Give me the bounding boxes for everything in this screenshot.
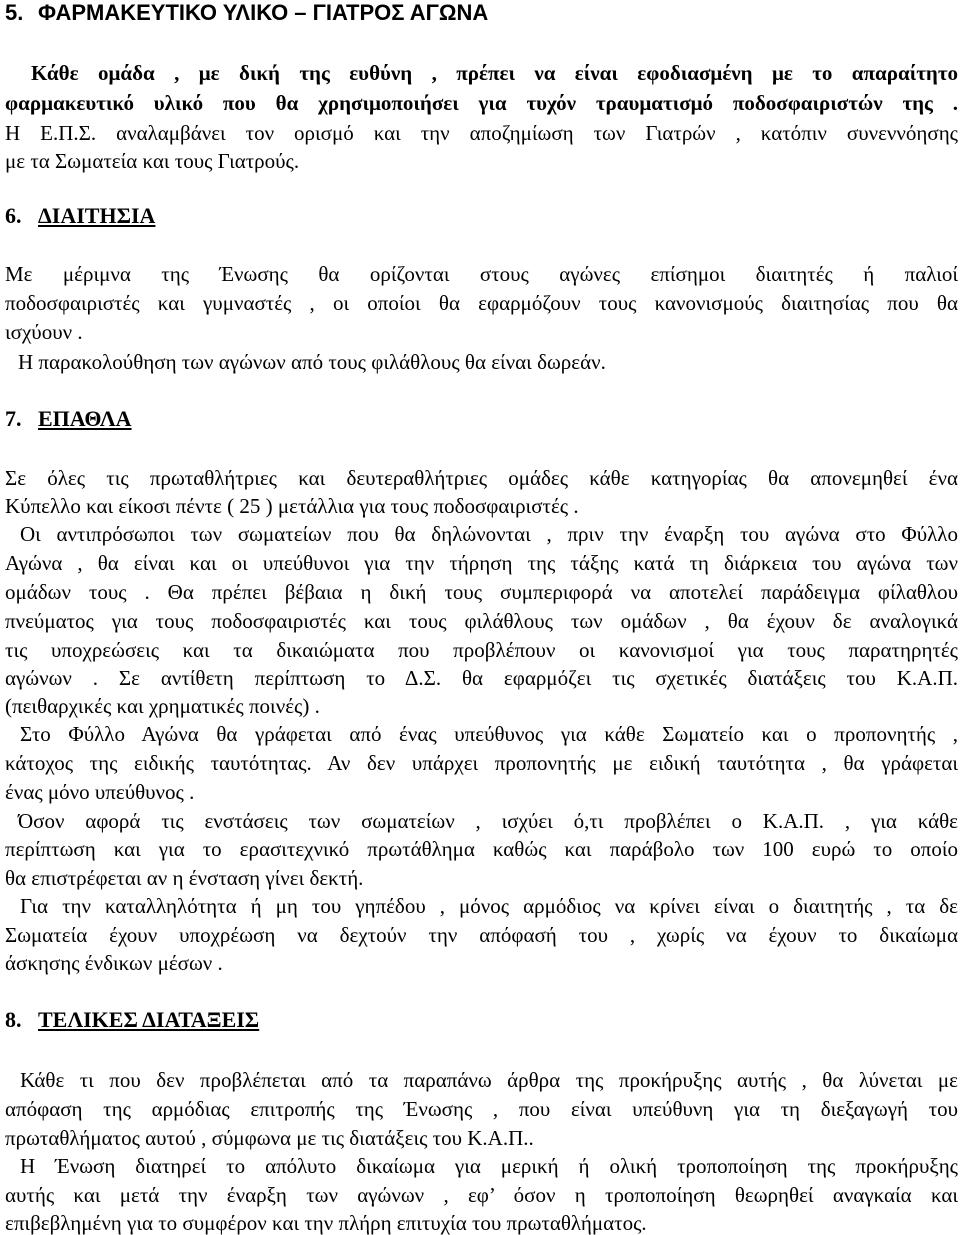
- paragraph-line: απόφαση της αρμόδιας επιτροπής της Ένωσης , που είναι υπεύθυνη για τη διεξαγωγή του: [5, 1097, 958, 1121]
- paragraph-line: Σε όλες τις πρωταθλήτριες και δευτεραθλήτριες ομάδες κάθε κατηγορίας θα απονεμηθεί ένα: [5, 466, 958, 490]
- paragraph-line: Η Ένωση διατηρεί το απόλυτο δικαίωμα για μερική ή ολική τροποποίηση της προκήρυξης: [20, 1154, 958, 1178]
- paragraph-line: ισχύουν .: [5, 320, 83, 344]
- paragraph-line: θα επιστρέφεται αν η ένσταση γίνει δεκτή.: [5, 866, 364, 890]
- paragraph-line: Σωματεία έχουν υποχρέωση να δεχτούν την απόφασή του , χωρίς να έχουν το δικαίωμα: [5, 923, 958, 947]
- paragraph-line: ομάδων τους . Θα πρέπει βέβαια η δική τους συμπεριφορά να αποτελεί παράδειγμα φίλαθλου: [5, 580, 958, 604]
- paragraph-line: ένας μόνο υπεύθυνος .: [5, 780, 195, 804]
- section-7-heading: [5, 406, 132, 432]
- section-title: ΤΕΛΙΚΕΣ ΔΙΑΤΑΞΕΙΣ: [38, 1007, 260, 1032]
- paragraph-line: Κάθε τι που δεν προβλέπεται από τα παραπάνω άρθρα της προκήρυξης αυτής , θα λύνεται με: [20, 1068, 958, 1092]
- paragraph-line: Κάθε ομάδα , με δική της ευθύνη , πρέπει να είναι εφοδιασμένη με το απαραίτητο: [31, 61, 958, 85]
- section-number: 6.: [5, 203, 22, 228]
- paragraph-line: Αγώνα , θα είναι και οι υπεύθυνοι για την τήρηση της τάξης κατά τη διάρκεια του αγώνα των: [5, 551, 958, 575]
- section-number: 7.: [5, 406, 22, 431]
- paragraph-line: Οι αντιπρόσωποι των σωματείων που θα δηλώνονται , πριν την έναρξη του αγώνα στο Φύλλο: [20, 522, 958, 546]
- paragraph-line: πνεύματος για τους ποδοσφαιριστές και τους φιλάθλους των ομάδων , θα έχουν δε αναλογικά: [5, 609, 958, 633]
- paragraph-line: (πειθαρχικές και χρηματικές ποινές) .: [5, 694, 320, 718]
- paragraph-line: πρωταθλήματος αυτού , σύμφωνα με τις διατάξεις του Κ.Α.Π..: [5, 1126, 534, 1150]
- paragraph-line: φαρμακευτικό υλικό που θα χρησιμοποιήσει για τυχόν τραυματισμό ποδοσφαιριστών της .: [5, 91, 958, 115]
- section-5-heading: [5, 0, 488, 26]
- section-8-heading: [5, 1007, 259, 1033]
- paragraph-line: Για την καταλληλότητα ή μη του γηπέδου , μόνος αρμόδιος να κρίνει είναι ο διαιτητής , τα δε: [20, 894, 958, 918]
- section-title: ΕΠΑΘΛΑ: [38, 406, 132, 431]
- paragraph-line: Στο Φύλλο Αγώνα θα γράφεται από ένας υπεύθυνος για κάθε Σωματείο και ο προπονητής ,: [20, 722, 958, 746]
- paragraph-line: Όσον αφορά τις ενστάσεις των σωματείων , ισχύει ό,τι προβλέπει ο Κ.Α.Π. , για κάθε: [18, 809, 958, 833]
- paragraph-line: αγώνων . Σε αντίθετη περίπτωση το Δ.Σ. θα εφαρμόζει τις σχετικές διατάξεις του Κ.Α.Π.: [5, 666, 958, 690]
- paragraph-line: Η παρακολούθηση των αγώνων από τους φιλάθλους θα είναι δωρεάν.: [18, 350, 606, 374]
- section-number: 5.: [5, 0, 24, 25]
- paragraph-line: με τα Σωματεία και τους Γιατρούς.: [5, 149, 300, 173]
- paragraph-line: Η Ε.Π.Σ. αναλαμβάνει τον ορισμό και την αποζημίωση των Γιατρών , κατόπιν συνεννόησης: [5, 121, 958, 145]
- paragraph-line: άσκησης ένδικων μέσων .: [5, 951, 223, 975]
- paragraph-line: ποδοσφαιριστές και γυμναστές , οι οποίοι θα εφαρμόζουν τους κανονισμούς διαιτησίας που θα: [5, 291, 958, 315]
- section-6-heading: [5, 203, 155, 229]
- paragraph-line: Κύπελλο και είκοσι πέντε ( 25 ) μετάλλια για τους ποδοσφαιριστές .: [5, 494, 579, 518]
- paragraph-line: κάτοχος της ειδικής ταυτότητας. Αν δεν υπάρχει προπονητής με ειδική ταυτότητα , θα γράφεται: [5, 751, 958, 775]
- paragraph-line: τις υποχρεώσεις και τα δικαιώματα που προβλέπουν οι κανονισμοί για τους παρατηρητές: [5, 638, 958, 662]
- section-title: ΦΑΡΜΑΚΕΥΤΙΚΟ ΥΛΙΚΟ – ΓΙΑΤΡΟΣ ΑΓΩΝΑ: [38, 0, 489, 25]
- paragraph-line: Με μέριμνα της Ένωσης θα ορίζονται στους αγώνες επίσημοι διαιτητές ή παλιοί: [5, 262, 958, 286]
- section-number: 8.: [5, 1007, 22, 1032]
- paragraph-line: αυτής και μετά την έναρξη των αγώνων , εφ’ όσον η τροποποίηση θεωρηθεί αναγκαία και: [5, 1183, 958, 1207]
- section-title: ΔΙΑΙΤΗΣΙΑ: [38, 203, 156, 228]
- paragraph-line: επιβεβλημένη για το συμφέρον και την πλήρη επιτυχία του πρωταθλήματος.: [5, 1211, 647, 1235]
- paragraph-line: περίπτωση και για το ερασιτεχνικό πρωτάθλημα καθώς και παράβολο των 100 ευρώ το οποίο: [5, 837, 958, 861]
